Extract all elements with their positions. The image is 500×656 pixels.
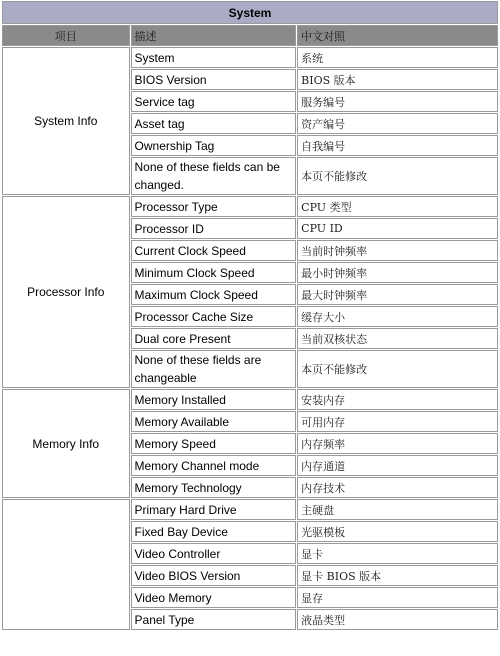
- field-chinese: 最大时钟频率: [297, 284, 498, 305]
- field-chinese: 当前时钟频率: [297, 240, 498, 261]
- field-name: Fixed Bay Device: [131, 521, 297, 542]
- field-name: Dual core Present: [131, 328, 297, 349]
- field-chinese: 最小时钟频率: [297, 262, 498, 283]
- table-row: [2, 499, 498, 520]
- header-chinese: 中文对照: [297, 25, 498, 46]
- field-name: Minimum Clock Speed: [131, 262, 297, 283]
- field-chinese: 主硬盘: [297, 499, 498, 520]
- header-item: 项目: [2, 25, 130, 46]
- field-name: Memory Available: [131, 411, 297, 432]
- field-chinese: 光驱模板: [297, 521, 498, 542]
- field-name: Video Memory: [131, 587, 297, 608]
- field-name: Processor ID: [131, 218, 297, 239]
- group-label: Processor Info: [2, 196, 130, 388]
- field-name: Memory Speed: [131, 433, 297, 454]
- field-chinese: 缓存大小: [297, 306, 498, 327]
- group-label: Memory Info: [2, 389, 130, 498]
- field-name: System: [131, 47, 297, 68]
- field-chinese: 显卡 BIOS 版本: [297, 565, 498, 586]
- field-name: Primary Hard Drive: [131, 499, 297, 520]
- field-chinese: 显卡: [297, 543, 498, 564]
- field-chinese: 资产编号: [297, 113, 498, 134]
- title-row: [2, 1, 498, 24]
- field-chinese: CPU 类型: [297, 196, 498, 217]
- field-name: Video BIOS Version: [131, 565, 297, 586]
- table-row: [2, 47, 498, 68]
- header-description: 描述: [131, 25, 297, 46]
- field-name: Video Controller: [131, 543, 297, 564]
- field-chinese: BIOS 版本: [297, 69, 498, 90]
- field-chinese: 本页不能修改: [297, 350, 498, 388]
- field-name: Current Clock Speed: [131, 240, 297, 261]
- group-label: [2, 499, 130, 630]
- field-name: Processor Cache Size: [131, 306, 297, 327]
- table-body: [2, 47, 498, 630]
- table-row: [2, 196, 498, 217]
- field-name: Memory Installed: [131, 389, 297, 410]
- system-table: [1, 0, 499, 631]
- field-name: None of these fields are changeable: [131, 350, 297, 388]
- field-name: Maximum Clock Speed: [131, 284, 297, 305]
- field-name: Memory Technology: [131, 477, 297, 498]
- field-chinese: 系统: [297, 47, 498, 68]
- field-name: Asset tag: [131, 113, 297, 134]
- header-row: [2, 25, 498, 46]
- field-name: Service tag: [131, 91, 297, 112]
- field-chinese: 内存频率: [297, 433, 498, 454]
- group-label: System Info: [2, 47, 130, 195]
- table-row: [2, 389, 498, 410]
- field-chinese: CPU ID: [297, 218, 498, 239]
- field-chinese: 内存通道: [297, 455, 498, 476]
- field-chinese: 服务编号: [297, 91, 498, 112]
- field-chinese: 液晶类型: [297, 609, 498, 630]
- field-chinese: 显存: [297, 587, 498, 608]
- field-chinese: 当前双核状态: [297, 328, 498, 349]
- field-chinese: 可用内存: [297, 411, 498, 432]
- table-title: System: [2, 1, 498, 24]
- field-name: Processor Type: [131, 196, 297, 217]
- field-name: Ownership Tag: [131, 135, 297, 156]
- field-name: Panel Type: [131, 609, 297, 630]
- field-chinese: 内存技术: [297, 477, 498, 498]
- field-chinese: 本页不能修改: [297, 157, 498, 195]
- field-name: BIOS Version: [131, 69, 297, 90]
- field-name: Memory Channel mode: [131, 455, 297, 476]
- field-chinese: 安装内存: [297, 389, 498, 410]
- field-name: None of these fields can be changed.: [131, 157, 297, 195]
- field-chinese: 自我编号: [297, 135, 498, 156]
